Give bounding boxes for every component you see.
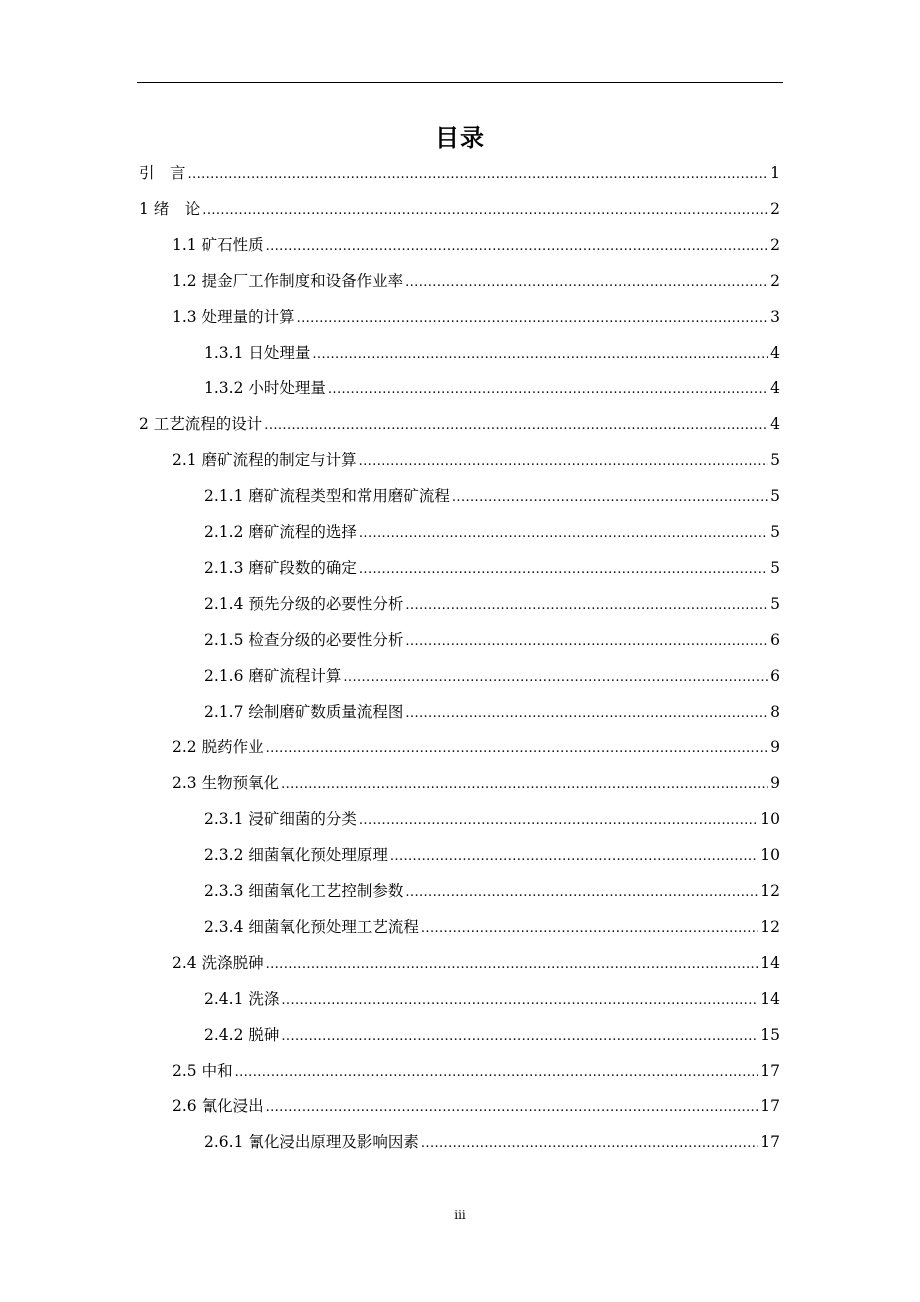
toc-entry-page-number: 5	[770, 487, 780, 506]
toc-entry-label: 2.1.3 磨矿段数的确定	[204, 558, 357, 577]
toc-entry-page-number: 3	[770, 307, 780, 326]
toc-entry-label: 2.4 洗涤脱砷	[172, 953, 264, 972]
toc-entry-page-number: 5	[770, 523, 780, 541]
toc-entry-label: 2.1.5 检查分级的必要性分析	[204, 630, 404, 649]
toc-entry-label: 2.3.2 细菌氧化预处理原理	[204, 846, 388, 865]
toc-entry-label: 2.1.7 绘制磨矿数质量流程图	[204, 702, 404, 721]
dot-leader	[359, 444, 769, 480]
toc-entry[interactable]	[204, 550, 780, 586]
dot-leader	[188, 157, 769, 193]
toc-entry[interactable]	[172, 1088, 780, 1124]
toc-entry[interactable]	[204, 837, 780, 873]
toc-entry-page-number: 10	[760, 846, 780, 865]
dot-leader	[421, 911, 758, 947]
toc-entry-label: 2.6.1 氰化浸出原理及影响因素	[204, 1133, 419, 1152]
dot-leader	[405, 588, 768, 624]
toc-entry-page-number: 8	[770, 702, 780, 721]
dot-leader	[281, 983, 758, 1019]
toc-entry-page-number: 4	[770, 343, 780, 362]
toc-entry-label: 1 绪 论	[139, 199, 201, 218]
toc-entry-page-number: 14	[760, 989, 780, 1008]
toc-entry-page-number: 4	[770, 415, 780, 434]
dot-leader	[405, 624, 768, 660]
toc-entry[interactable]	[204, 873, 780, 909]
toc-entry[interactable]	[204, 981, 780, 1017]
toc-entry-label: 2.1.2 磨矿流程的选择	[204, 523, 357, 541]
toc-entry-label: 2.1.6 磨矿流程计算	[204, 666, 342, 685]
dot-leader	[202, 193, 768, 229]
toc-entry[interactable]	[204, 586, 780, 622]
toc-entry-page-number: 4	[770, 379, 780, 398]
toc-entry[interactable]	[204, 335, 780, 371]
toc-entry-page-number: 1	[770, 164, 780, 182]
toc-entry-label: 2.5 中和	[172, 1061, 233, 1080]
toc-entry-page-number: 17	[760, 1133, 780, 1152]
toc-entry[interactable]	[172, 765, 780, 801]
toc-entry[interactable]	[172, 442, 780, 478]
dot-leader	[452, 480, 768, 516]
dot-leader	[343, 660, 768, 696]
toc-entry-page-number: 2	[770, 271, 780, 290]
dot-leader	[421, 1126, 758, 1162]
toc-entry-label: 2 工艺流程的设计	[139, 415, 263, 434]
toc-entry-page-number: 9	[770, 774, 780, 793]
dot-leader	[405, 875, 758, 911]
toc-entry[interactable]	[204, 801, 780, 837]
toc-entry-page-number: 5	[770, 451, 780, 470]
toc-entry-label: 1.3.1 日处理量	[204, 343, 311, 362]
toc-entry-page-number: 17	[760, 1097, 780, 1116]
toc-entry[interactable]	[139, 155, 780, 191]
dot-leader	[297, 301, 769, 337]
toc-entry-page-number: 2	[770, 199, 780, 218]
dot-leader	[264, 408, 768, 444]
toc-entry-label: 2.4.2 脱砷	[204, 1025, 280, 1044]
dot-leader	[266, 229, 769, 265]
toc-entry-label: 1.2 提金厂工作制度和设备作业率	[172, 271, 404, 290]
toc-entry-page-number: 5	[770, 594, 780, 613]
toc-entry-page-number: 12	[760, 917, 780, 936]
dot-leader	[359, 516, 768, 552]
toc-entry-page-number: 10	[760, 810, 780, 829]
toc-entry[interactable]	[204, 694, 780, 730]
dot-leader	[266, 1090, 759, 1126]
toc-entry[interactable]	[172, 729, 780, 765]
dot-leader	[281, 1019, 758, 1055]
toc-entry-label: 2.4.1 洗涤	[204, 989, 280, 1008]
toc-entry-label: 1.3.2 小时处理量	[204, 379, 326, 398]
dot-leader	[359, 803, 758, 839]
toc-entry-label: 引 言	[139, 164, 186, 182]
toc-entry-page-number: 14	[760, 953, 780, 972]
toc-entry-label: 1.1 矿石性质	[172, 235, 264, 254]
toc-entry-label: 2.2 脱药作业	[172, 738, 264, 757]
toc-entry[interactable]	[204, 478, 780, 514]
toc-entry[interactable]	[204, 1124, 780, 1160]
toc-entry[interactable]	[172, 263, 780, 299]
toc-entry-page-number: 15	[760, 1025, 780, 1044]
toc-entry-label: 2.3.3 细菌氧化工艺控制参数	[204, 882, 404, 900]
toc-entry-page-number: 6	[770, 630, 780, 649]
dot-leader	[405, 265, 768, 301]
toc-entry[interactable]	[139, 406, 780, 442]
toc-entry[interactable]	[204, 514, 780, 550]
toc-heading: 目录	[435, 123, 485, 152]
toc-entry[interactable]	[204, 622, 780, 658]
toc-entry[interactable]	[204, 1017, 780, 1053]
toc-entry-page-number: 2	[770, 235, 780, 254]
toc-entry[interactable]	[172, 299, 780, 335]
dot-leader	[235, 1055, 759, 1091]
toc-entry[interactable]	[204, 658, 780, 694]
toc-entry-page-number: 6	[770, 666, 780, 685]
dot-leader	[390, 839, 758, 875]
toc-entry[interactable]	[204, 909, 780, 945]
toc-entry-page-number: 9	[770, 738, 780, 757]
toc-entry-label: 2.3 生物预氧化	[172, 774, 280, 793]
toc-entry-label: 2.3.1 浸矿细菌的分类	[204, 810, 357, 829]
toc-entry-label: 2.1.1 磨矿流程类型和常用磨矿流程	[204, 487, 450, 506]
header-rule	[137, 82, 783, 83]
toc-entry-label: 2.6 氰化浸出	[172, 1097, 264, 1116]
dot-leader	[266, 731, 769, 767]
toc-entry-label: 1.3 处理量的计算	[172, 307, 295, 326]
dot-leader	[312, 337, 768, 373]
toc-entry[interactable]	[172, 227, 780, 263]
toc-entry-label: 2.1.4 预先分级的必要性分析	[204, 594, 404, 613]
toc-entry-page-number: 12	[760, 882, 780, 900]
dot-leader	[328, 372, 768, 408]
dot-leader	[281, 767, 768, 803]
toc-entry[interactable]	[172, 945, 780, 981]
toc-entry-page-number: 5	[770, 558, 780, 577]
dot-leader	[405, 696, 768, 732]
toc-entry-label: 2.1 磨矿流程的制定与计算	[172, 451, 357, 470]
page-number-footer: iii	[454, 1208, 466, 1222]
toc-entry-label: 2.3.4 细菌氧化预处理工艺流程	[204, 917, 419, 936]
toc-entry-page-number: 17	[760, 1061, 780, 1080]
dot-leader	[359, 552, 768, 588]
toc-entry[interactable]	[139, 191, 780, 227]
dot-leader	[266, 947, 759, 983]
toc-entry[interactable]	[172, 1053, 780, 1089]
toc-entry[interactable]	[204, 370, 780, 406]
